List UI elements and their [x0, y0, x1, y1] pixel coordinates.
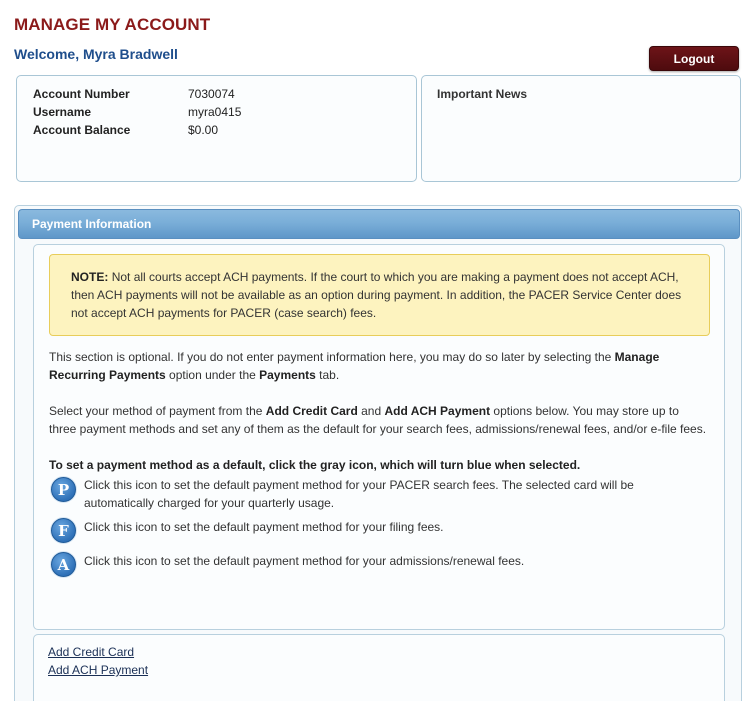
- username-label: Username: [33, 105, 92, 119]
- username-row: [33, 105, 241, 123]
- filing-fee-icon: F: [51, 518, 76, 543]
- admissions-fee-icon: A: [51, 552, 76, 577]
- account-balance-label: Account Balance: [33, 123, 131, 137]
- optional-section-text: [49, 348, 709, 384]
- payment-information-header[interactable]: Payment Information: [18, 209, 740, 239]
- account-summary-panel: [16, 75, 417, 182]
- ach-note: [49, 254, 710, 336]
- important-news-title: Important News: [437, 87, 528, 101]
- admissions-fee-description: Click this icon to set the default payment method for your admissions/renewal fees.: [84, 554, 525, 568]
- add-credit-card-ref: Add Credit Card: [265, 404, 358, 418]
- instructions-text-part: options below. You may store up to three payment methods and set any of them as the default for your search fees, admissions/renewal fees, and/or e-file fees.: [49, 404, 707, 436]
- default-instructions-heading: To set a payment method as a default, click the gray icon, which will turn blue when selected.: [49, 458, 581, 472]
- add-ach-payment-link[interactable]: Add ACH Payment: [48, 663, 149, 677]
- admissions-fee-icon-row: [51, 552, 76, 577]
- account-balance-row: [33, 123, 218, 141]
- pacer-fee-description: Click this icon to set the default payment method for your PACER search fees. The selected card will be automatically charged for your quarterly usage.: [84, 478, 634, 510]
- payment-information-panel: [14, 205, 742, 701]
- username-value: myra0415: [188, 105, 242, 119]
- pacer-search-fee-icon: P: [51, 477, 76, 502]
- account-number-label: Account Number: [33, 87, 130, 101]
- manage-recurring-payments-ref: Manage Recurring Payments: [49, 350, 660, 382]
- note-text: Not all courts accept ACH payments. If the court to which you are making a payment does not accept ACH, then ACH payments will not be available as an option during payment. In addition, the PACER Service Center does not accept ACH payments for PACER (case search) fees.: [71, 270, 682, 320]
- logout-button[interactable]: Logout: [649, 46, 739, 71]
- instructions-text-part: and: [357, 404, 385, 418]
- add-ach-payment-ref: Add ACH Payment: [384, 404, 491, 418]
- payment-method-instructions: [49, 402, 709, 438]
- payments-tab-ref: Payments: [259, 368, 316, 382]
- optional-text-part: option under the: [165, 368, 260, 382]
- page-title: MANAGE MY ACCOUNT: [14, 15, 211, 34]
- instructions-text-part: Select your method of payment from the: [49, 404, 266, 418]
- optional-text-part: This section is optional. If you do not enter payment information here, you may do so later by selecting the: [49, 350, 615, 364]
- note-label: NOTE:: [71, 270, 109, 284]
- payment-actions-box: [33, 634, 725, 701]
- filing-fee-icon-row: [51, 518, 76, 543]
- payment-instructions-box: [33, 244, 725, 630]
- pacer-fee-icon-row: [51, 477, 76, 502]
- account-balance-value: $0.00: [188, 123, 219, 137]
- filing-fee-description: Click this icon to set the default payment method for your filing fees.: [84, 520, 444, 534]
- welcome-message: Welcome, Myra Bradwell: [14, 46, 178, 62]
- important-news-panel: [421, 75, 741, 182]
- optional-text-part: tab.: [315, 368, 340, 382]
- account-number-row: [33, 87, 235, 105]
- account-number-value: 7030074: [188, 87, 235, 101]
- add-credit-card-link[interactable]: Add Credit Card: [48, 645, 135, 659]
